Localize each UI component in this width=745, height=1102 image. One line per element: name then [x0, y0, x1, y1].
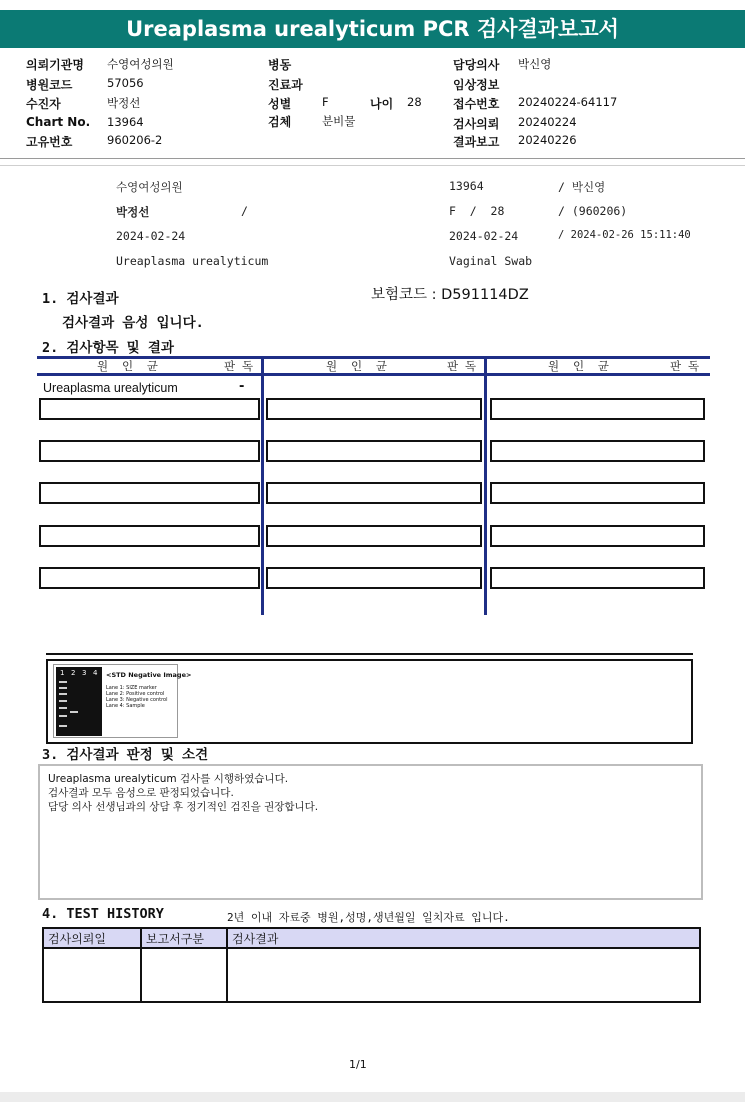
header-value: 20240224-64117: [518, 95, 618, 109]
opinion-line: 담당 의사 선생님과의 상담 후 정기적인 검진을 권장합니다.: [48, 801, 319, 813]
section4-heading: 4. TEST HISTORY: [42, 906, 164, 922]
col-header-judge: 판 독: [447, 359, 477, 373]
report-sex-age: F / 28: [449, 204, 505, 218]
history-table: [42, 927, 701, 1003]
col-header-organism: 원 인 균: [548, 359, 610, 373]
header-value: F: [322, 95, 329, 109]
marker-band: [59, 687, 67, 689]
page-number: 1/1: [349, 1058, 367, 1071]
table-col-divider: [261, 356, 264, 615]
gel-legend-line: Lane 1: SIZE marker: [106, 685, 157, 691]
insurance-code: 보험코드 : D591114DZ: [371, 287, 529, 303]
header-info: [0, 52, 745, 157]
history-col-header: 검사결과: [227, 928, 700, 948]
positive-band: [70, 711, 78, 713]
marker-band: [59, 693, 67, 695]
header-value: 13964: [107, 115, 144, 129]
header-label: 검체: [268, 115, 292, 129]
lane-number: 4: [93, 669, 98, 677]
result-field[interactable]: [266, 525, 482, 547]
result-field[interactable]: [39, 398, 260, 420]
report-slash: /: [241, 204, 248, 218]
marker-band: [59, 715, 67, 717]
result-field[interactable]: [490, 440, 705, 462]
opinion-box: [38, 764, 703, 900]
result-field[interactable]: [490, 525, 705, 547]
header-label: Chart No.: [26, 115, 91, 129]
report-doctor: / 박신영: [558, 180, 606, 194]
gel-image-panel: [53, 664, 192, 738]
section1-heading: 1. 검사결과: [42, 291, 119, 307]
opinion-line: Ureaplasma urealyticum 검사를 시행하였습니다.: [48, 773, 289, 785]
report-patient: 박정선: [116, 205, 150, 219]
header-value: 28: [407, 95, 422, 109]
result-field[interactable]: [266, 567, 482, 589]
header-value: 57056: [107, 76, 144, 90]
report-date: 2024-02-24: [116, 229, 186, 243]
header-label: 의뢰기관명: [26, 58, 84, 72]
report-date: 2024-02-24: [449, 229, 519, 243]
result-organism: Ureaplasma urealyticum: [43, 381, 178, 395]
report-title: Ureaplasma urealyticum PCR 검사결과보고서: [0, 10, 745, 48]
col-header-judge: 판 독: [670, 359, 700, 373]
history-col-header: 검사의뢰일: [43, 928, 141, 948]
history-cell: [43, 948, 141, 1002]
header-label: 성별: [268, 97, 292, 111]
section2-heading: 2. 검사항목 및 결과: [42, 340, 174, 356]
header-label: 고유번호: [26, 135, 73, 149]
result-judgement: -: [239, 379, 245, 394]
header-value: 박신영: [518, 57, 552, 71]
header-label: 병동: [268, 58, 292, 72]
report-date: / 2024-02-26 15:11:40: [558, 229, 691, 241]
gel-legend-line: Lane 4: Sample: [106, 703, 145, 709]
opinion-line: 검사결과 모두 음성으로 판정되었습니다.: [48, 787, 234, 799]
result-field[interactable]: [39, 525, 260, 547]
header-label: 수진자: [26, 97, 61, 111]
gel-title: <STD Negative Image>: [106, 671, 192, 679]
lane-number: 2: [71, 669, 76, 677]
report-chart: 13964: [449, 179, 484, 193]
report-test-name: Ureaplasma urealyticum: [116, 254, 269, 268]
marker-band: [59, 681, 67, 683]
col-header-organism: 원 인 균: [97, 359, 159, 373]
history-col-header: 보고서구분: [141, 928, 227, 948]
header-value: 20240226: [518, 133, 577, 147]
result-field[interactable]: [39, 567, 260, 589]
result-field[interactable]: [490, 567, 705, 589]
gel-image: [56, 667, 102, 736]
gel-legend-line: Lane 3: Negative control: [106, 697, 168, 703]
report-specimen: Vaginal Swab: [449, 254, 533, 268]
header-label: 나이: [370, 97, 394, 111]
result-field[interactable]: [490, 398, 705, 420]
result-field[interactable]: [266, 482, 482, 504]
gel-divider: [46, 653, 693, 655]
result-field[interactable]: [266, 440, 482, 462]
lane-number: 3: [82, 669, 87, 677]
gel-legend-line: Lane 2: Positive control: [106, 691, 165, 697]
header-label: 결과보고: [453, 135, 500, 149]
header-divider: [0, 158, 745, 159]
report-clinic: 수영여성의원: [116, 180, 183, 194]
page-bottom-bar: [0, 1092, 745, 1102]
header-label: 담당의사: [453, 58, 500, 72]
marker-band: [59, 707, 67, 709]
header-value: 분비물: [322, 114, 356, 128]
result-field[interactable]: [266, 398, 482, 420]
header-value: 수영여성의원: [107, 57, 174, 71]
result-field[interactable]: [39, 440, 260, 462]
report-id: / (960206): [558, 204, 628, 218]
header-label: 임상정보: [453, 78, 500, 92]
history-cell: [227, 948, 700, 1002]
header-value: 박정선: [107, 96, 141, 110]
history-cell: [141, 948, 227, 1002]
header-value: 960206-2: [107, 133, 163, 147]
header-label: 검사의뢰: [453, 117, 500, 131]
result-field[interactable]: [490, 482, 705, 504]
header-value: 20240224: [518, 115, 577, 129]
section3-heading: 3. 검사결과 판정 및 소견: [42, 747, 209, 763]
header-divider: [0, 165, 745, 166]
lane-number: 1: [60, 669, 65, 677]
section1-result: 검사결과 음성 입니다.: [62, 315, 204, 331]
table-col-divider: [484, 356, 487, 615]
header-label: 접수번호: [453, 97, 500, 111]
history-note: 2년 이내 자료중 병원,성명,생년월일 일치자료 입니다.: [227, 911, 510, 924]
result-field[interactable]: [39, 482, 260, 504]
col-header-organism: 원 인 균: [326, 359, 388, 373]
header-label: 진료과: [268, 78, 303, 92]
marker-band: [59, 700, 67, 702]
marker-band: [59, 725, 67, 727]
col-header-judge: 판 독: [224, 359, 254, 373]
header-label: 병원코드: [26, 78, 73, 92]
